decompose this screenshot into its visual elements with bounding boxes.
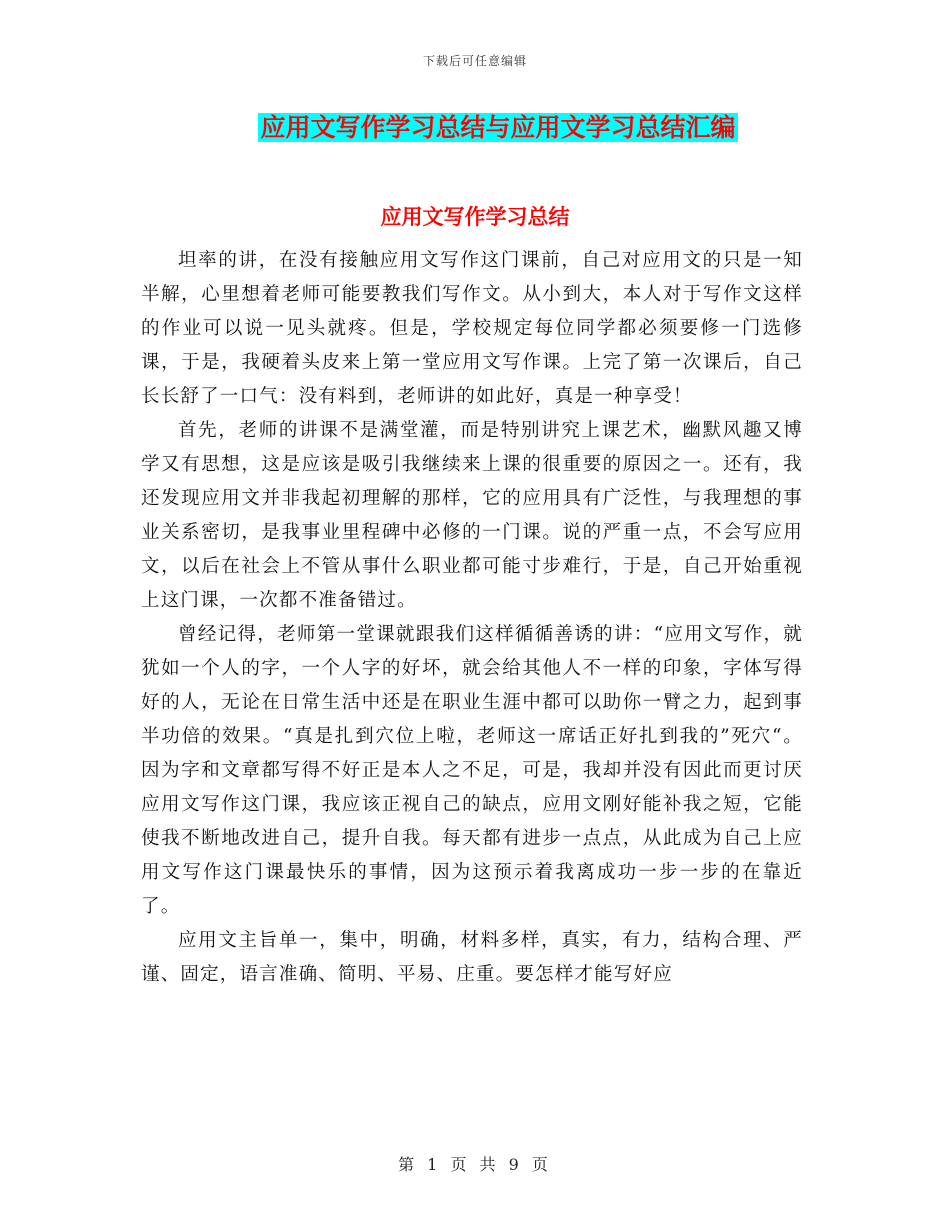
section-title: 应用文写作学习总结 <box>380 204 570 229</box>
paragraph: 应用文主旨单一，集中，明确，材料多样，真实，有力，结构合理、严谨、固定，语言准确、简明、平易、庄重。要怎样才能写好应 <box>141 930 803 985</box>
document-title <box>0 110 950 146</box>
document-title-text: 应用文写作学习总结与应用文学习总结汇编 <box>260 113 736 142</box>
paragraph: 坦率的讲，在没有接触应用文写作这门课前，自己对应用文的只是一知半解，心里想着老师可能要教我们写作文。从小到大，本人对于写作文这样的作业可以说一见头就疼。但是，学校规定每位同学都必须要修一门选修课，于是，我硬着头皮来上第一堂应用文写作课。上完了第一次课后，自己长长舒了一口气：没有料到，老师讲的如此好，真是一种享受！ <box>141 250 803 407</box>
paragraph: 首先，老师的讲课不是满堂灌，而是特别讲究上课艺术，幽默风趣又博学又有思想，这是应该是吸引我继续来上课的很重要的原因之一。还有，我还发现应用文并非我起初理解的那样，它的应用具有广泛性，与我理想的事业关系密切，是我事业里程碑中必修的一门课。说的严重一点，不会写应用文，以后在社会上不管从事什么职业都可能寸步难行，于是，自己开始重视上这门课，一次都不准备错过。 <box>141 420 803 611</box>
page-number-footer: 第 1 页 共 9 页 <box>398 1155 552 1174</box>
page-header-note: 下载后可任意编辑 <box>422 54 527 68</box>
document-body <box>141 244 803 992</box>
paragraph: 曾经记得，老师第一堂课就跟我们这样循循善诱的讲：“应用文写作，就犹如一个人的字，一个人字的好坏，就会给其他人不一样的印象，字体写得好的人，无论在日常生活中还是在职业生涯中都可以助你一臂之力，起到事半功倍的效果。“真是扎到穴位上啦，老师这一席话正好扎到我的”死穴“。因为字和文章都写得不好正是本人之不足，可是，我却并没有因此而更讨厌应用文写作这门课，我应该正视自己的缺点，应用文刚好能补我之短，它能使我不断地改进自己，提升自我。每天都有进步一点点，从此成为自己上应用文写作这门课最快乐的事情，因为这预示着我离成功一步一步的在靠近了。 <box>141 624 803 917</box>
